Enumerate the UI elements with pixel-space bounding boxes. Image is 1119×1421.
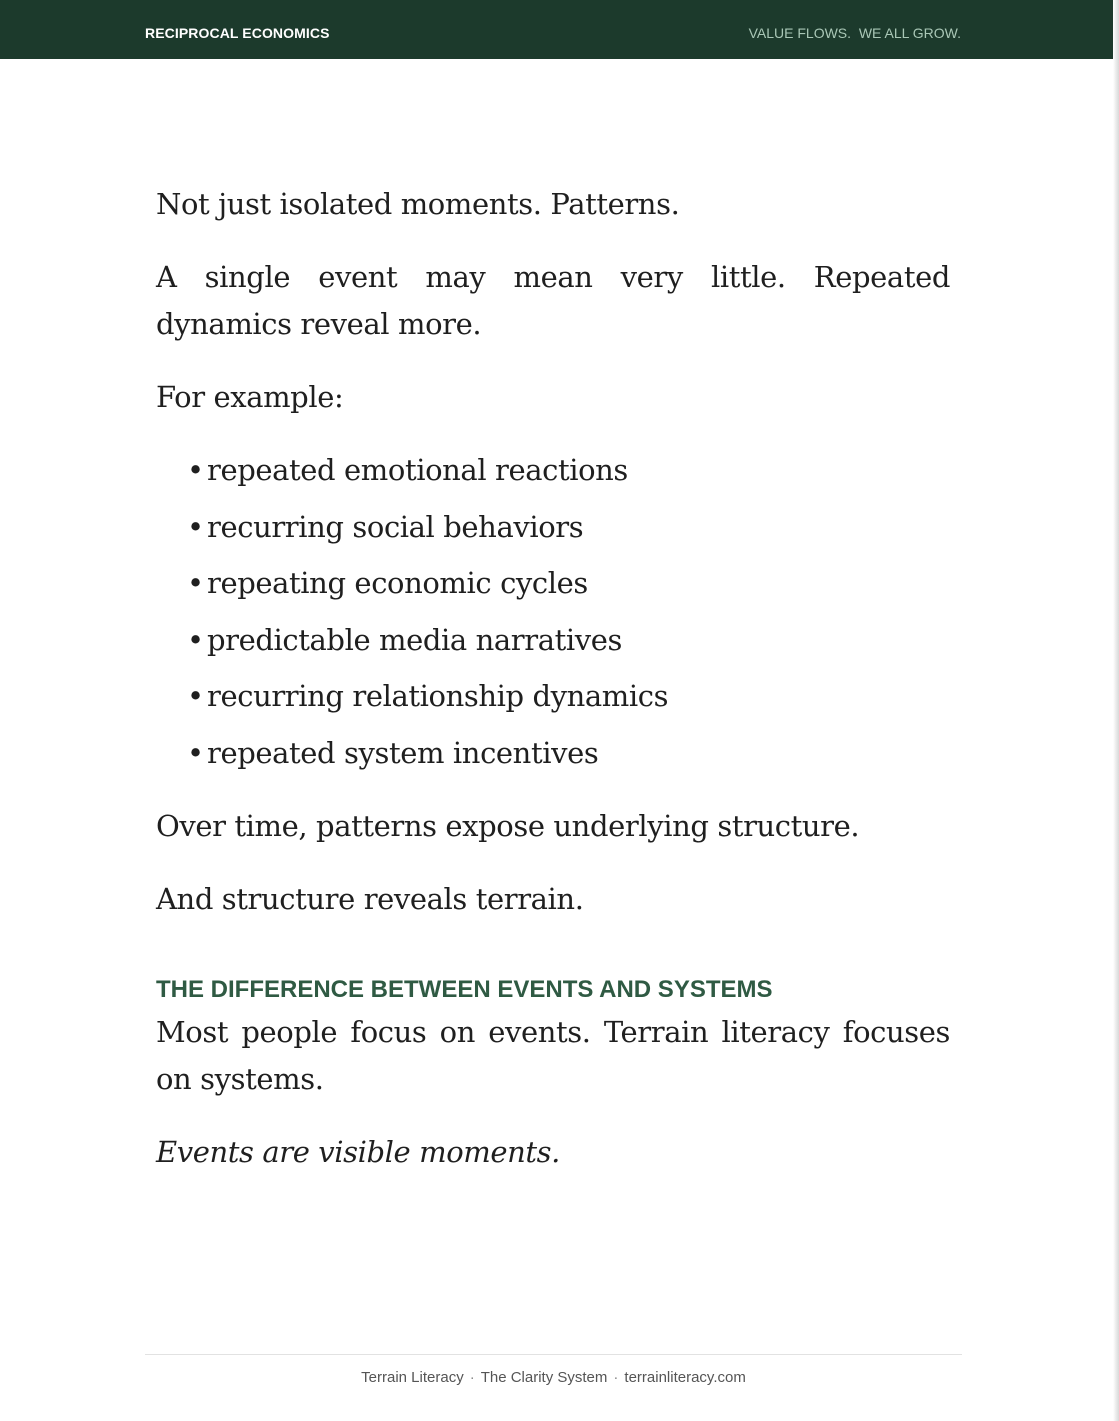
bullet-icon: • (187, 566, 204, 601)
list-item-text: recurring social behaviors (207, 509, 584, 544)
list-item-text: recurring relationship dynamics (207, 679, 669, 714)
section-heading: THE DIFFERENCE BETWEEN EVENTS AND SYSTEMS (156, 975, 773, 1003)
footer-link-terrain-literacy[interactable]: Terrain Literacy (361, 1369, 464, 1386)
paragraph-for-example: For example: (156, 380, 344, 414)
article-body (156, 181, 950, 1202)
list-item (187, 730, 950, 777)
list-item (187, 617, 950, 664)
example-list (156, 447, 950, 777)
list-item-text: repeating economic cycles (207, 566, 588, 601)
list-item (187, 673, 950, 720)
list-item-text: predictable media narratives (207, 622, 622, 657)
footer-separator: · (469, 1369, 475, 1386)
paragraph-structure: Over time, patterns expose underlying structure. (156, 808, 860, 843)
footer-link-clarity-system[interactable]: The Clarity System (480, 1369, 608, 1386)
footer-divider (145, 1354, 962, 1355)
list-item (187, 560, 950, 607)
paragraph-terrain: And structure reveals terrain. (156, 881, 584, 916)
bullet-icon: • (187, 735, 204, 770)
bullet-icon: • (187, 622, 204, 657)
list-item-text: repeated emotional reactions (207, 453, 628, 487)
site-footer (145, 1369, 962, 1386)
list-item (187, 504, 950, 551)
paragraph-events-systems: Most people focus on events. Terrain literacy focuses on systems. (156, 1014, 950, 1096)
footer-separator: · (613, 1369, 619, 1386)
site-header (0, 0, 1113, 59)
paragraph-single-event: A single event may mean very little. Repeated dynamics reveal more. (156, 260, 950, 341)
bullet-icon: • (187, 679, 204, 714)
list-item (187, 447, 950, 494)
bullet-icon: • (187, 509, 204, 544)
site-brand[interactable]: RECIPROCAL ECONOMICS (145, 25, 330, 41)
bullet-icon: • (187, 453, 204, 487)
site-tagline: VALUE FLOWS. WE ALL GROW. (748, 25, 961, 41)
paragraph-events-visible: Events are visible moments. (156, 1134, 560, 1169)
list-item-text: repeated system incentives (207, 735, 599, 770)
footer-link-website[interactable]: terrainliteracy.com (624, 1369, 746, 1386)
paragraph-patterns: Not just isolated moments. Patterns. (156, 187, 680, 221)
page-edge-shadow (1113, 0, 1119, 1421)
